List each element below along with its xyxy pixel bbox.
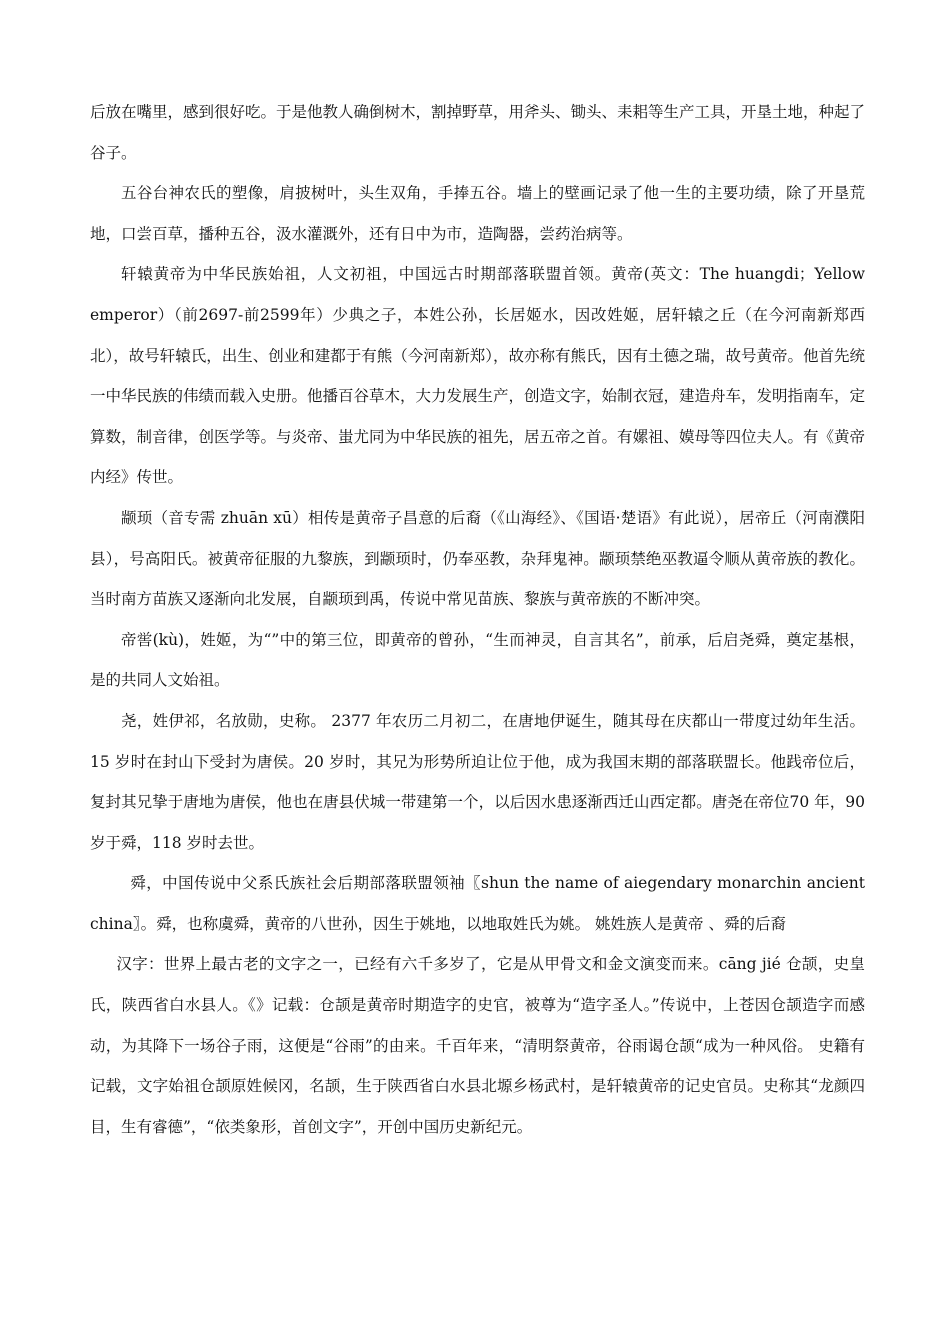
paragraph-wugu-terrace: 五谷台神农氏的塑像，肩披树叶，头生双角，手捧五谷。墙上的壁画记录了他一生的主要功绩，除了开垦荒地，口尝百草，播种五谷，汲水灌溉外，还有日中为市，造陶器，尝药治病等。 bbox=[90, 184, 865, 243]
paragraph-huangdi: 轩辕黄帝为中华民族始祖，人文初祖，中国远古时期部落联盟首领。黄帝(英文：The huangdi；Yellow emperor）（前2697-前2599年）少典之子，本姓公孙，长居姬水，因改姓姬，居轩辕之丘（在今河南新郑西北），故号轩辕氏，出生、创业和建都于有熊（今河南新郑），故亦称有熊氏，因有土德之瑞，故号黄帝。他首先统一中华民族的伟绩而载入史册。他播百谷草木，大力发展生产，创造文字，始制衣冠，建造舟车，发明指南车，定算数，制音律，创医学等。与炎帝、蚩尤同为中华民族的祖先，居五帝之首。有嫘祖、嫫母等四位夫人。有《黄帝内经》传世。 bbox=[90, 265, 866, 487]
paragraph-shun: 舜，中国传说中父系氏族社会后期部落联盟领袖〖shun the name of aiegendary monarchin ancient china〗。舜，也称虞舜，黄帝的八世孙，因生于姚地，以地取姓氏为姚。 姚姓族人是黄帝 、舜的后裔 bbox=[90, 874, 865, 933]
paragraph-shennong-farming: 后放在嘴里，感到很好吃。于是他教人确倒树木，割掉野草，用斧头、锄头、耒耜等生产工具，开垦土地，种起了谷子。 bbox=[90, 103, 866, 162]
paragraph-zhuanxu: 颛顼（音专需 zhuān xū）相传是黄帝子昌意的后裔（《山海经》、《国语·楚语》有此说），居帝丘（河南濮阳县），号高阳氏。被黄帝征服的九黎族，到颛顼时，仍奉巫教，杂拜鬼神。颛顼禁绝巫教逼令顺从黄帝族的教化。当时南方苗族又逐渐向北发展，自颛顼到禹，传说中常见苗族、黎族与黄帝族的不断冲突。 bbox=[90, 508, 865, 609]
document-page bbox=[90, 92, 865, 1147]
paragraph-yao: 尧，姓伊祁，名放勋，史称。 2377 年农历二月初二，在唐地伊诞生，随其母在庆都山一带度过幼年生活。15 岁时在封山下受封为唐侯。20 岁时，其兄为形势所迫让位于他，成为我国末期的部落联盟长。他践帝位后，复封其兄挚于唐地为唐侯，他也在唐县伏城一带建第一个，以后因水患逐渐西迁山西定都。唐尧在帝位70 年，90 岁于舜，118 岁时去世。 bbox=[90, 711, 865, 852]
paragraph-diku: 帝喾(kù)，姓姬，为“”中的第三位，即黄帝的曾孙，“生而神灵，自言其名”，前承，后启尧舜，奠定基根，是的共同人文始祖。 bbox=[90, 630, 865, 690]
paragraph-hanzi-cangjie: 汉字：世界上最古老的文字之一，已经有六千多岁了，它是从甲骨文和金文演变而来。cāng jié 仓颉，史皇氏，陕西省白水县人。《》记载：仓颉是黄帝时期造字的史官，被尊为“造字圣人。”传说中，上苍因仓颉造字而感动，为其降下一场谷子雨，这便是“谷雨”的由来。千百年来，“清明祭黄帝，谷雨谒仓颉“成为一种风俗。 史籍有记载，文字始祖仓颉原姓候冈，名颉，生于陕西省白水县北塬乡杨武村，是轩辕黄帝的记史官员。史称其“龙颜四目，生有睿德”，“依类象形，首创文字”，开创中国历史新纪元。 bbox=[90, 955, 865, 1136]
